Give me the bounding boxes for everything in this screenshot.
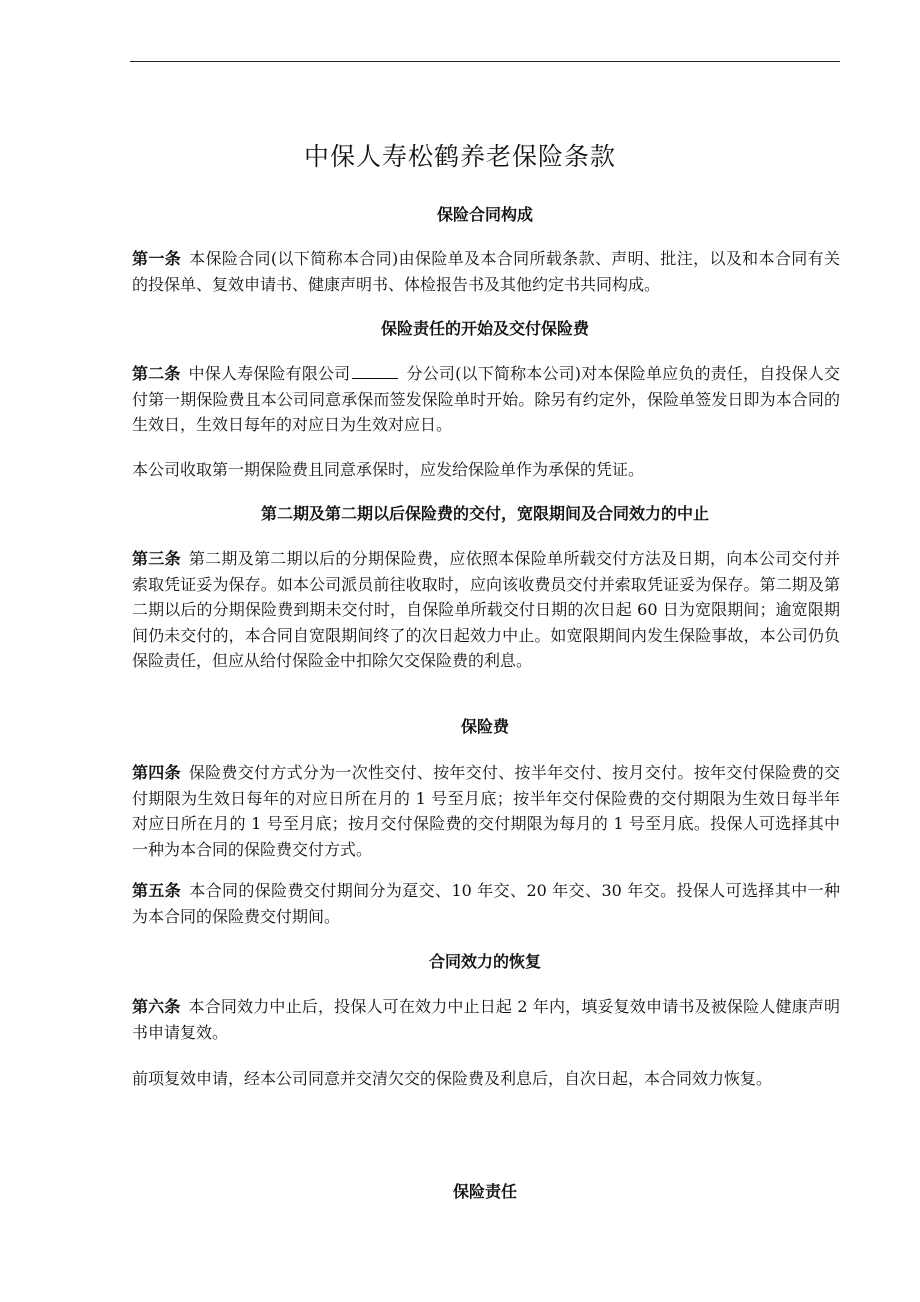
clause-label: 第一条 [132,249,182,268]
section-heading-later-premiums: 第二期及第二期以后保险费的交付，宽限期间及合同效力的中止 [260,504,709,523]
clause-text: 本合同效力中止后，投保人可在效力中止日起 2 年内，填妥复效申请书及被保险人健康声明书申请复效。 [132,997,840,1042]
section-heading-contract-composition: 保险合同构成 [436,205,533,224]
clause-text: 本合同的保险费交付期间分为趸交、10 年交、20 年交、30 年交。投保人可选择其中一种为本合同的保险费交付期间。 [132,881,840,926]
clause-2 [132,361,840,438]
clause-text: 第二期及第二期以后的分期保险费，应依照本保险单所载交付方法及日期，向本公司交付并索取凭证妥为保存。如本公司派员前往收取时，应向该收费员交付并索取凭证妥为保存。第二期及第二期以后的分期保险费到期未交付时，自保险单所载交付日期的次日起 60 日为宽限期间；逾宽限期间仍未交付的，本合同自宽限期间终了的次日起效力中止。如宽限期间内发生保险事故，本公司仍负保险责任，但应从给付保险金中扣除欠交保险费的利息。 [132,549,840,671]
clause-6 [132,994,840,1045]
clause-label: 第二条 [132,364,181,383]
header-rule [130,61,840,62]
clause-3 [132,546,840,674]
clause-1 [132,246,840,297]
clause-4 [132,760,840,862]
clause-text-continued: 分公司(以下简称本公司)对本保险单应负的责任，自投保人交付第一期保险费且本公司同意承保而签发保险单时开始。除另有约定外，保险单签发日即为本合同的生效日，生效日每年的对应日为生效对应日。 [132,364,840,435]
section-heading-reinstatement: 合同效力的恢复 [428,952,541,971]
document-title: 中保人寿松鹤养老保险条款 [303,142,616,171]
clause-5 [132,878,840,929]
clause-label: 第六条 [132,997,181,1016]
clause-label: 第三条 [132,549,181,568]
clause-text: 保险费交付方式分为一次性交付、按年交付、按半年交付、按月交付。按年交付保险费的交付期限为生效日每年的对应日所在月的 1 号至月底；按半年交付保险费的交付期限为生效日每半年对应日所在月的 1 号至月底；按月交付保险费的交付期限为每月的 1 号至月底。投保人可选择其中一种为本合同的保险费交付方式。 [132,763,840,859]
clause-label: 第五条 [132,881,182,900]
clause-text: 本保险合同(以下简称本合同)由保险单及本合同所载条款、声明、批注，以及和本合同有关的投保单、复效申请书、健康声明书、体检报告书及其他约定书共同构成。 [132,249,840,294]
clause-label: 第四条 [132,763,181,782]
fill-in-blank [352,365,398,379]
clause-6-paragraph-2: 前项复效申请，经本公司同意并交清欠交的保险费及利息后，自次日起，本合同效力恢复。 [132,1069,773,1088]
section-heading-premium: 保险费 [460,717,509,736]
clause-text: 中保人寿保险有限公司 [188,364,351,383]
section-heading-insurance-liability: 保险责任 [452,1182,517,1201]
clause-2-paragraph-2: 本公司收取第一期保险费且同意承保时，应发给保险单作为承保的凭证。 [132,460,645,479]
section-heading-liability-start: 保险责任的开始及交付保险费 [380,319,589,338]
